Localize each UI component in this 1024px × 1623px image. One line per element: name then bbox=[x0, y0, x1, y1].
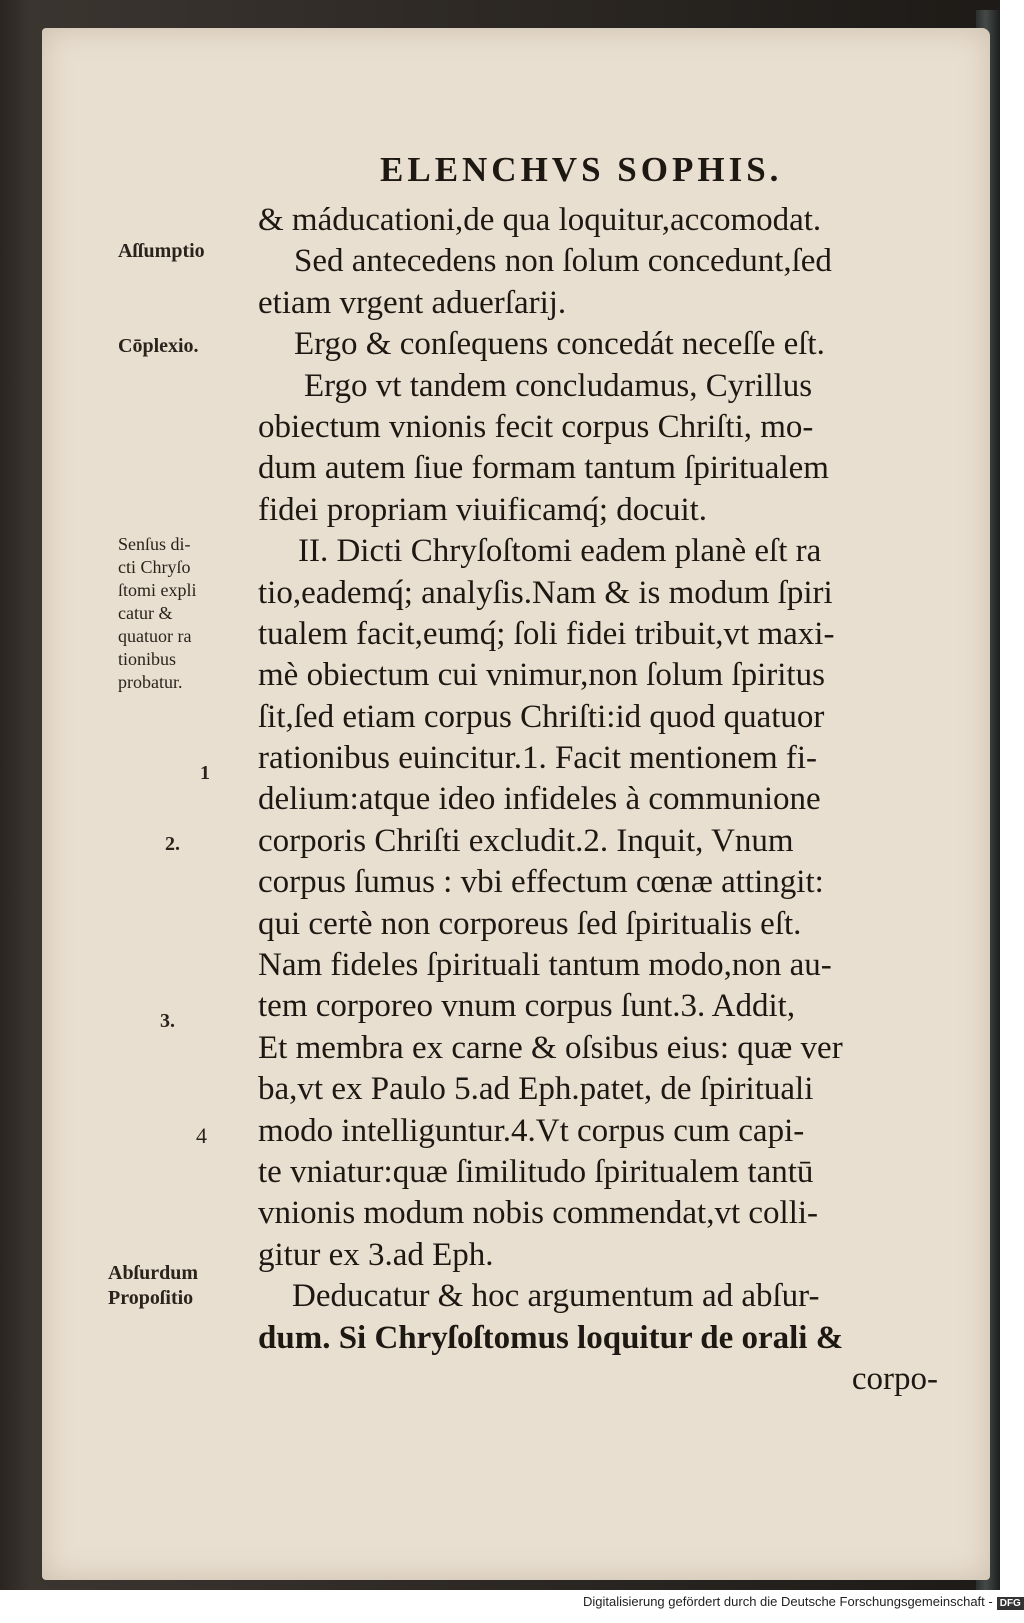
text-line: ſit,ſed etiam corpus Chriſti:id quod quatuor bbox=[258, 698, 825, 735]
text-line: delium:atque ideo infideles à communione bbox=[258, 781, 821, 818]
margin-number-4: 4 bbox=[196, 1123, 207, 1148]
text-line: Nam fideles ſpirituali tantum modo,non au- bbox=[258, 947, 832, 984]
text-line: dum. Si Chryſoſtomus loquitur de orali & bbox=[258, 1319, 844, 1356]
text-line: corporis Chriſti excludit.2. Inquit, Vnum bbox=[258, 822, 794, 859]
margin-number-3: 3. bbox=[160, 1010, 175, 1032]
text-line: Et membra ex carne & oſsibus eius: quæ ver bbox=[258, 1029, 843, 1066]
text-line: Ergo & conſequens concedát neceſſe eſt. bbox=[294, 326, 825, 363]
text-line: ba,vt ex Paulo 5.ad Eph.patet, de ſpirituali bbox=[258, 1071, 814, 1108]
text-line: gitur ex 3.ad Eph. bbox=[258, 1236, 494, 1273]
margin-note-line: cti Chryſo bbox=[118, 557, 191, 577]
text-line: Deducatur & hoc argumentum ad abſur- bbox=[292, 1278, 820, 1315]
margin-note-line: quatuor ra bbox=[118, 626, 192, 646]
text-line: II. Dicti Chryſoſtomi eadem planè eſt ra bbox=[298, 533, 822, 570]
text-line: qui certè non corporeus ſed ſpiritualis eſt. bbox=[258, 905, 802, 942]
text-line: mè obiectum cui vnimur,non ſolum ſpiritus bbox=[258, 657, 825, 694]
text-line: obiectum vnionis fecit corpus Chriſti, mo- bbox=[258, 408, 814, 445]
text-line: tem corporeo vnum corpus ſunt.3. Addit, bbox=[258, 988, 796, 1025]
text-line: te vniatur:quæ ſimilitudo ſpiritualem tantū bbox=[258, 1153, 814, 1190]
running-head: ELENCHVS SOPHIS. bbox=[380, 150, 783, 189]
margin-note-complexio: Cōplexio. bbox=[118, 335, 199, 357]
margin-note-line: tionibus bbox=[118, 649, 177, 669]
margin-note-line: Propoſitio bbox=[108, 1287, 194, 1309]
text-line: & máducationi,de qua loquitur,accomodat. bbox=[258, 202, 822, 238]
text-line: Sed antecedens non ſolum concedunt,ſed bbox=[294, 243, 832, 280]
text-line: rationibus euincitur.1. Facit mentionem fi- bbox=[258, 740, 818, 777]
margin-note-line: ſtomi expli bbox=[118, 580, 197, 600]
digitization-credit bbox=[583, 1594, 1024, 1610]
margin-note-line: Abſurdum bbox=[108, 1262, 199, 1284]
text-line: Ergo vt tandem concludamus, Cyrillus bbox=[304, 367, 813, 404]
text-line: etiam vrgent aduerſarij. bbox=[258, 284, 567, 321]
dfg-logo: DFG bbox=[997, 1597, 1024, 1610]
text-line: corpus ſumus : vbi effectum cœnæ attingit: bbox=[258, 864, 824, 901]
margin-note-line: catur & bbox=[118, 603, 173, 623]
main-text-block bbox=[258, 200, 938, 1400]
text-line: tualem facit,eumq́; ſoli fidei tribuit,vt maxi- bbox=[258, 615, 835, 652]
text-line: dum autem ſiue formam tantum ſpiritualem bbox=[258, 450, 829, 487]
catchword: corpo- bbox=[851, 1360, 938, 1397]
text-line: tio,eademq́; analyſis.Nam & is modum ſpiri bbox=[258, 574, 833, 611]
text-line: vnionis modum nobis commendat,vt colli- bbox=[258, 1195, 819, 1232]
text-line: modo intelliguntur.4.Vt corpus cum capi- bbox=[258, 1112, 805, 1149]
margin-note-line: probatur. bbox=[118, 672, 183, 692]
margin-number-1: 1 bbox=[200, 762, 210, 784]
text-line: fidei propriam viuificamq́; docuit. bbox=[258, 491, 708, 528]
margin-note-line: Senſus di- bbox=[118, 534, 191, 554]
digitization-credit-text: Digitalisierung gefördert durch die Deutsche Forschungsgemeinschaft - bbox=[583, 1594, 993, 1609]
margin-number-2: 2. bbox=[165, 833, 180, 855]
margin-note-assumptio: Aſſumptio bbox=[118, 240, 205, 262]
